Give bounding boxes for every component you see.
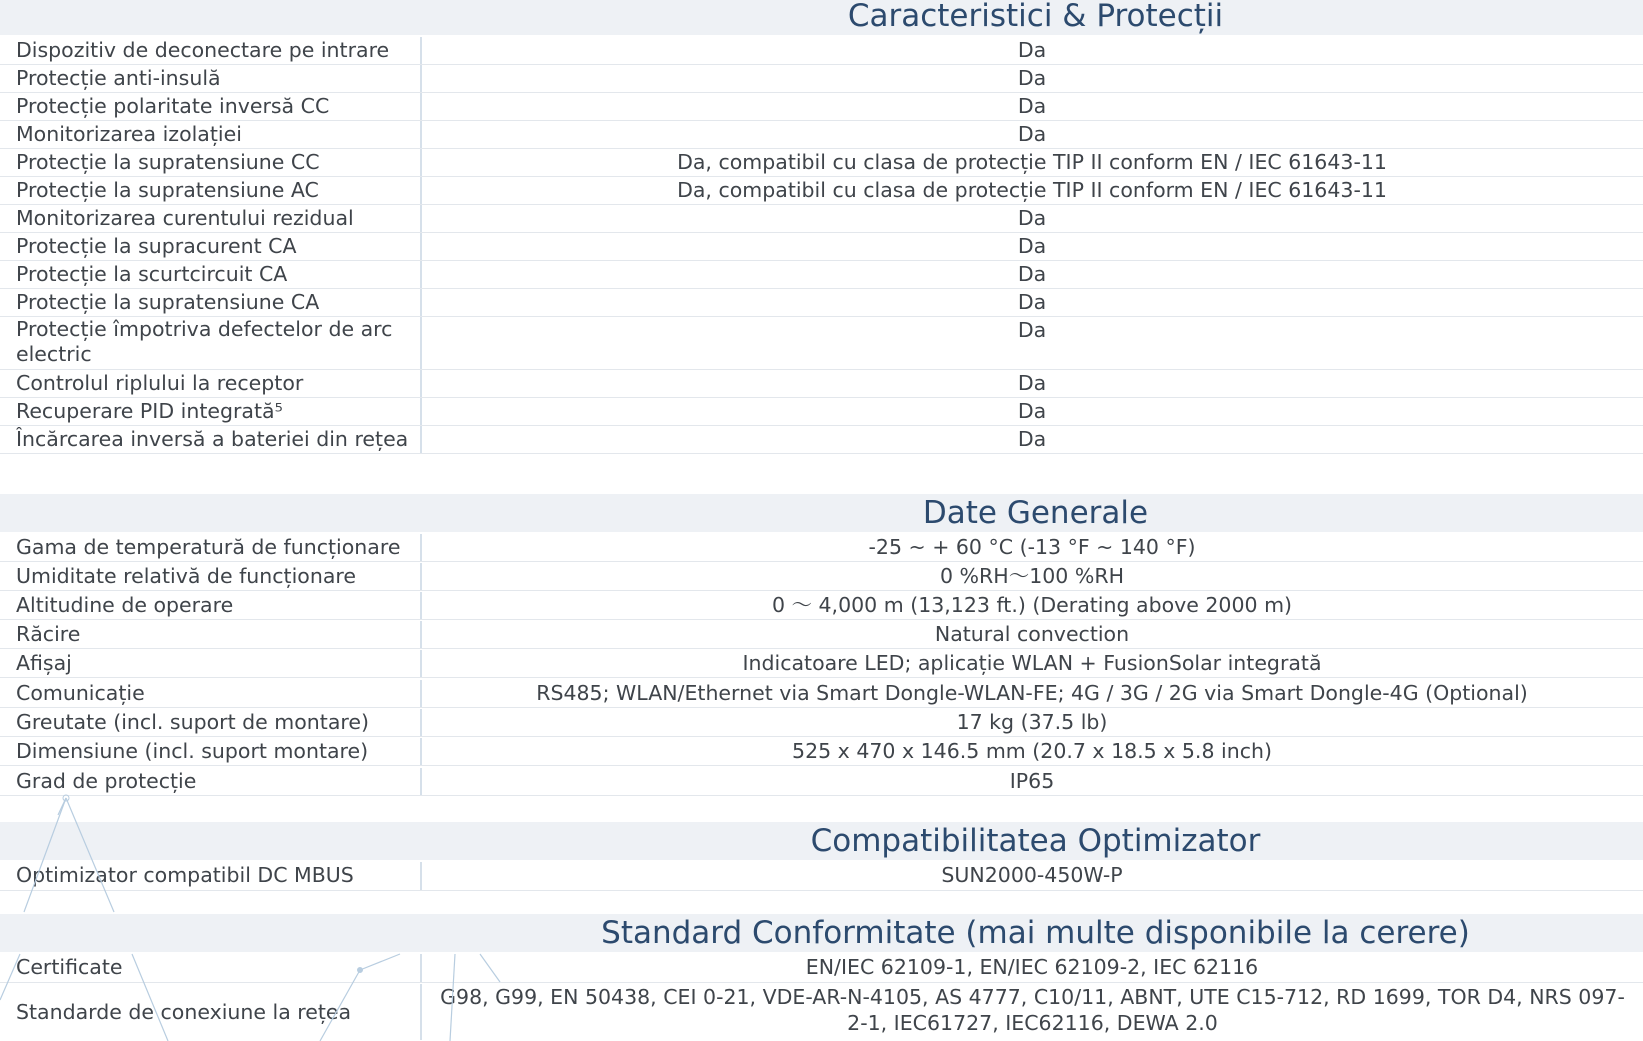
row-label: Dispozitiv de deconectare pe intrare	[16, 38, 390, 62]
table-row	[0, 121, 1643, 149]
table-row	[0, 954, 1643, 983]
row-value: Da	[1017, 206, 1047, 230]
row-label: Răcire	[16, 622, 81, 646]
row-value: Da, compatibil cu clasa de protecție TIP II conform EN / IEC 61643-11	[677, 178, 1387, 202]
row-label: Dimensiune (incl. suport montare)	[16, 739, 369, 763]
row-label: Altitudine de operare	[16, 593, 234, 617]
row-value: IP65	[1009, 769, 1055, 793]
row-value: Da	[1017, 371, 1047, 395]
row-label: Protecție la supratensiune CA	[16, 290, 320, 314]
section-title-characteristics: Caracteristici & Protecții	[847, 0, 1224, 34]
row-label: Recuperare PID integrată⁵	[16, 399, 283, 423]
table-row	[0, 738, 1643, 766]
section-title-general-data: Date Generale	[922, 495, 1149, 531]
section-header-compliance	[0, 914, 1643, 952]
row-value: 0 %RH～100 %RH	[940, 564, 1124, 588]
table-row	[0, 261, 1643, 289]
table-row	[0, 37, 1643, 65]
table-row	[0, 370, 1643, 398]
row-label: Comunicație	[16, 681, 145, 705]
row-label: Afișaj	[16, 651, 72, 675]
row-label: Controlul riplului la receptor	[16, 371, 304, 395]
table-row	[0, 205, 1643, 233]
row-value: 17 kg (37.5 lb)	[956, 710, 1108, 734]
row-value: -25 ~ + 60 °C (-13 °F ~ 140 °F)	[868, 535, 1196, 559]
table-row	[0, 177, 1643, 205]
row-value: Da	[1017, 427, 1047, 451]
row-value: Natural convection	[934, 622, 1130, 646]
table-row	[0, 592, 1643, 620]
row-label: Umiditate relativă de funcționare	[16, 564, 356, 588]
table-row	[0, 65, 1643, 93]
row-label: Optimizator compatibil DC MBUS	[16, 863, 354, 887]
row-label: Monitorizarea izolației	[16, 122, 242, 146]
row-value: Da	[1017, 262, 1047, 286]
column-divider	[420, 984, 422, 1040]
row-value: G98, G99, EN 50438, CEI 0-21, VDE-AR-N-4105, AS 4777, C10/11, ABNT, UTE C15-712, RD 1699, TOR D4, NRS 097-2-1, IEC61727, IEC62116, DEWA 2.0	[440, 985, 1625, 1035]
table-row	[0, 768, 1643, 796]
row-label: Standarde de conexiune la rețea	[16, 1000, 352, 1024]
row-value: Da	[1017, 38, 1047, 62]
section-header-optimizer	[0, 822, 1643, 860]
table-row	[0, 984, 1643, 1040]
row-label: Grad de protecție	[16, 769, 197, 793]
row-label: Protecție împotriva defectelor de arc electric	[16, 317, 393, 366]
table-row	[0, 563, 1643, 591]
row-value: RS485; WLAN/Ethernet via Smart Dongle-WLAN-FE; 4G / 3G / 2G via Smart Dongle-4G (Optional)	[536, 681, 1528, 705]
row-label: Greutate (incl. suport de montare)	[16, 710, 369, 734]
table-row	[0, 233, 1643, 261]
row-value: Da	[1017, 399, 1047, 423]
table-row	[0, 680, 1643, 708]
row-label: Protecție polaritate inversă CC	[16, 94, 330, 118]
table-row	[0, 650, 1643, 678]
row-label: Protecție la supracurent CA	[16, 234, 297, 258]
row-value: Da	[1017, 290, 1047, 314]
table-row	[0, 621, 1643, 649]
table-row	[0, 289, 1643, 317]
row-label: Gama de temperatură de funcționare	[16, 535, 401, 559]
row-label: Protecție la scurtcircuit CA	[16, 262, 288, 286]
table-row	[0, 317, 1643, 370]
table-row	[0, 398, 1643, 426]
table-row	[0, 534, 1643, 562]
row-value: Da	[1017, 318, 1047, 342]
decoration-line	[58, 798, 66, 815]
row-value: Da	[1017, 94, 1047, 118]
section-header-general-data	[0, 494, 1643, 532]
table-row	[0, 93, 1643, 121]
row-value: Da, compatibil cu clasa de protecție TIP II conform EN / IEC 61643-11	[677, 150, 1387, 174]
row-value: Da	[1017, 66, 1047, 90]
row-label: Certificate	[16, 955, 123, 979]
row-value: SUN2000-450W-P	[941, 863, 1123, 887]
table-row	[0, 709, 1643, 737]
row-label: Protecție anti-insulă	[16, 66, 221, 90]
row-value: EN/IEC 62109-1, EN/IEC 62109-2, IEC 62116	[805, 955, 1259, 979]
row-value: Indicatoare LED; aplicație WLAN + FusionSolar integrată	[742, 651, 1322, 675]
row-label: Protecție la supratensiune CC	[16, 150, 320, 174]
row-label: Monitorizarea curentului rezidual	[16, 206, 354, 230]
table-row	[0, 862, 1643, 891]
row-value: Da	[1017, 122, 1047, 146]
row-label: Încărcarea inversă a bateriei din rețea	[16, 427, 409, 451]
row-label: Protecție la supratensiune AC	[16, 178, 319, 202]
section-title-compliance: Standard Conformitate (mai multe disponibile la cerere)	[601, 915, 1470, 951]
section-header-characteristics	[0, 0, 1643, 35]
row-value: 525 x 470 x 146.5 mm (20.7 x 18.5 x 5.8 inch)	[792, 739, 1272, 763]
row-value: Da	[1017, 234, 1047, 258]
table-row	[0, 149, 1643, 177]
table-row	[0, 426, 1643, 454]
section-title-optimizer: Compatibilitatea Optimizator	[810, 823, 1261, 859]
row-value: 0 ～ 4,000 m (13,123 ft.) (Derating above 2000 m)	[771, 593, 1293, 617]
